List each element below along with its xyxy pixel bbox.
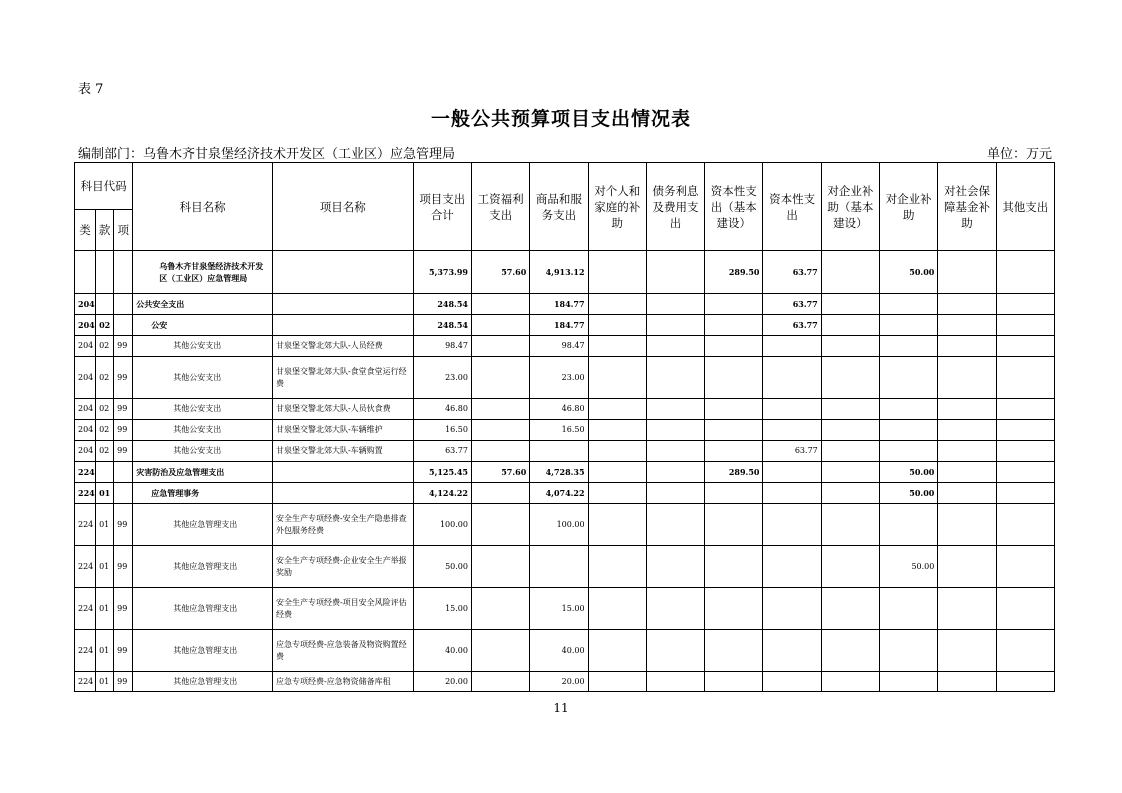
cell-subject-name: 其他应急管理支出 xyxy=(133,630,273,672)
table-row xyxy=(75,483,1055,504)
cell-enterprise-basic xyxy=(821,357,879,399)
header-enterprise-basic: 对企业补助（基本建设） xyxy=(821,163,879,251)
cell-subject-name: 其他公安支出 xyxy=(133,399,273,420)
cell-individuals xyxy=(588,672,646,692)
cell-capital xyxy=(763,462,821,483)
cell-debt xyxy=(646,462,704,483)
cell-enterprise-basic xyxy=(821,441,879,462)
cell-other xyxy=(996,504,1054,546)
cell-debt xyxy=(646,336,704,357)
cell-social-security xyxy=(938,483,996,504)
cell-xiang: 99 xyxy=(114,336,133,357)
cell-xiang: 99 xyxy=(114,420,133,441)
cell-debt xyxy=(646,546,704,588)
cell-enterprise: 50.00 xyxy=(880,462,938,483)
cell-capital-basic xyxy=(705,420,763,441)
cell-kuan xyxy=(96,462,114,483)
cell-other xyxy=(996,672,1054,692)
cell-social-security xyxy=(938,294,996,315)
cell-total: 248.54 xyxy=(413,315,471,336)
cell-capital-basic xyxy=(705,336,763,357)
cell-individuals xyxy=(588,546,646,588)
cell-subject-name: 其他应急管理支出 xyxy=(133,504,273,546)
cell-kuan: 01 xyxy=(96,672,114,692)
cell-enterprise xyxy=(880,441,938,462)
cell-capital-basic xyxy=(705,315,763,336)
cell-project-name xyxy=(272,251,413,294)
cell-other xyxy=(996,251,1054,294)
cell-enterprise xyxy=(880,294,938,315)
header-project-name: 项目名称 xyxy=(272,163,413,251)
header-kuan: 款 xyxy=(96,210,114,251)
cell-subject-name: 其他应急管理支出 xyxy=(133,672,273,692)
cell-goods: 15.00 xyxy=(530,588,588,630)
cell-individuals xyxy=(588,420,646,441)
cell-lei: 224 xyxy=(75,672,96,692)
cell-lei: 204 xyxy=(75,294,96,315)
cell-debt xyxy=(646,672,704,692)
cell-goods: 40.00 xyxy=(530,630,588,672)
cell-capital xyxy=(763,483,821,504)
cell-other xyxy=(996,315,1054,336)
cell-total: 46.80 xyxy=(413,399,471,420)
cell-social-security xyxy=(938,588,996,630)
cell-capital-basic xyxy=(705,546,763,588)
cell-capital: 63.77 xyxy=(763,251,821,294)
cell-capital-basic xyxy=(705,672,763,692)
cell-total: 98.47 xyxy=(413,336,471,357)
header-debt: 债务利息及费用支出 xyxy=(646,163,704,251)
header-goods: 商品和服务支出 xyxy=(530,163,588,251)
cell-social-security xyxy=(938,441,996,462)
cell-xiang: 99 xyxy=(114,504,133,546)
cell-kuan: 01 xyxy=(96,546,114,588)
cell-debt xyxy=(646,315,704,336)
cell-project-name: 安全生产专项经费-企业安全生产举报奖励 xyxy=(272,546,413,588)
cell-capital xyxy=(763,630,821,672)
cell-other xyxy=(996,357,1054,399)
cell-enterprise-basic xyxy=(821,315,879,336)
cell-wages xyxy=(471,588,529,630)
cell-enterprise xyxy=(880,588,938,630)
cell-enterprise xyxy=(880,357,938,399)
header-xiang: 项 xyxy=(114,210,133,251)
cell-enterprise-basic xyxy=(821,420,879,441)
cell-capital-basic xyxy=(705,588,763,630)
cell-debt xyxy=(646,630,704,672)
unit-label: 单位：万元 xyxy=(986,147,1052,162)
cell-lei: 204 xyxy=(75,399,96,420)
cell-wages xyxy=(471,630,529,672)
cell-total: 5,373.99 xyxy=(413,251,471,294)
cell-other xyxy=(996,441,1054,462)
cell-total: 20.00 xyxy=(413,672,471,692)
cell-wages xyxy=(471,504,529,546)
cell-capital-basic xyxy=(705,483,763,504)
cell-lei: 224 xyxy=(75,546,96,588)
cell-subject-name: 应急管理事务 xyxy=(133,483,273,504)
cell-xiang xyxy=(114,294,133,315)
cell-kuan: 02 xyxy=(96,420,114,441)
cell-social-security xyxy=(938,251,996,294)
cell-other xyxy=(996,483,1054,504)
cell-goods: 184.77 xyxy=(530,294,588,315)
cell-wages xyxy=(471,336,529,357)
cell-individuals xyxy=(588,504,646,546)
cell-project-name: 甘泉堡交警北郊大队-人员经费 xyxy=(272,336,413,357)
cell-enterprise xyxy=(880,420,938,441)
cell-other xyxy=(996,294,1054,315)
cell-project-name xyxy=(272,294,413,315)
table-body xyxy=(75,251,1055,692)
cell-wages xyxy=(471,546,529,588)
cell-social-security xyxy=(938,315,996,336)
table-row xyxy=(75,588,1055,630)
budget-table xyxy=(74,162,1055,692)
cell-capital xyxy=(763,357,821,399)
header-code-group: 科目代码 xyxy=(75,163,133,210)
cell-social-security xyxy=(938,357,996,399)
cell-individuals xyxy=(588,315,646,336)
department-label: 编制部门：乌鲁木齐甘泉堡经济技术开发区（工业区）应急管理局 xyxy=(78,147,456,162)
cell-subject-name: 乌鲁木齐甘泉堡经济技术开发区（工业区）应急管理局 xyxy=(133,251,273,294)
cell-kuan: 02 xyxy=(96,441,114,462)
cell-goods: 46.80 xyxy=(530,399,588,420)
cell-subject-name: 其他应急管理支出 xyxy=(133,546,273,588)
cell-other xyxy=(996,588,1054,630)
table-row xyxy=(75,630,1055,672)
table-number: 表 7 xyxy=(78,82,104,97)
cell-capital xyxy=(763,399,821,420)
header-lei: 类 xyxy=(75,210,96,251)
cell-individuals xyxy=(588,441,646,462)
table-row xyxy=(75,315,1055,336)
cell-enterprise-basic xyxy=(821,672,879,692)
cell-total: 63.77 xyxy=(413,441,471,462)
header-individuals: 对个人和家庭的补助 xyxy=(588,163,646,251)
cell-individuals xyxy=(588,251,646,294)
cell-kuan: 01 xyxy=(96,630,114,672)
cell-subject-name: 其他公安支出 xyxy=(133,441,273,462)
cell-enterprise xyxy=(880,315,938,336)
table-row xyxy=(75,462,1055,483)
header-wages: 工资福利支出 xyxy=(471,163,529,251)
cell-project-name xyxy=(272,483,413,504)
cell-debt xyxy=(646,357,704,399)
cell-total: 4,124.22 xyxy=(413,483,471,504)
cell-project-name: 甘泉堡交警北郊大队-人员伙食费 xyxy=(272,399,413,420)
cell-debt xyxy=(646,588,704,630)
cell-xiang xyxy=(114,251,133,294)
cell-total: 40.00 xyxy=(413,630,471,672)
cell-capital-basic xyxy=(705,399,763,420)
cell-lei xyxy=(75,251,96,294)
cell-total: 15.00 xyxy=(413,588,471,630)
header-total: 项目支出合计 xyxy=(413,163,471,251)
cell-kuan xyxy=(96,251,114,294)
cell-kuan: 01 xyxy=(96,588,114,630)
cell-xiang: 99 xyxy=(114,588,133,630)
cell-individuals xyxy=(588,483,646,504)
cell-total: 100.00 xyxy=(413,504,471,546)
cell-xiang xyxy=(114,483,133,504)
cell-subject-name: 其他公安支出 xyxy=(133,420,273,441)
cell-social-security xyxy=(938,336,996,357)
cell-subject-name: 公安 xyxy=(133,315,273,336)
cell-goods: 100.00 xyxy=(530,504,588,546)
cell-goods: 184.77 xyxy=(530,315,588,336)
cell-capital-basic: 289.50 xyxy=(705,251,763,294)
cell-capital-basic xyxy=(705,294,763,315)
cell-lei: 224 xyxy=(75,630,96,672)
cell-enterprise-basic xyxy=(821,251,879,294)
cell-subject-name: 其他应急管理支出 xyxy=(133,588,273,630)
cell-enterprise xyxy=(880,399,938,420)
cell-xiang: 99 xyxy=(114,630,133,672)
cell-capital: 63.77 xyxy=(763,441,821,462)
cell-xiang: 99 xyxy=(114,441,133,462)
cell-capital-basic xyxy=(705,630,763,672)
cell-individuals xyxy=(588,294,646,315)
cell-social-security xyxy=(938,399,996,420)
cell-debt xyxy=(646,399,704,420)
cell-goods: 98.47 xyxy=(530,336,588,357)
cell-enterprise-basic xyxy=(821,483,879,504)
cell-individuals xyxy=(588,630,646,672)
cell-project-name: 甘泉堡交警北郊大队-车辆购置 xyxy=(272,441,413,462)
cell-capital xyxy=(763,420,821,441)
table-row xyxy=(75,672,1055,692)
table-row xyxy=(75,504,1055,546)
cell-total: 5,125.45 xyxy=(413,462,471,483)
cell-enterprise-basic xyxy=(821,336,879,357)
cell-enterprise: 50.00 xyxy=(880,483,938,504)
cell-kuan: 02 xyxy=(96,315,114,336)
cell-wages xyxy=(471,357,529,399)
cell-lei: 224 xyxy=(75,483,96,504)
table-row xyxy=(75,546,1055,588)
cell-wages xyxy=(471,420,529,441)
table-row xyxy=(75,336,1055,357)
header-other: 其他支出 xyxy=(996,163,1054,251)
cell-enterprise: 50.00 xyxy=(880,251,938,294)
cell-capital xyxy=(763,336,821,357)
cell-wages xyxy=(471,672,529,692)
cell-lei: 224 xyxy=(75,504,96,546)
cell-capital xyxy=(763,504,821,546)
cell-enterprise-basic xyxy=(821,630,879,672)
cell-other xyxy=(996,420,1054,441)
cell-capital xyxy=(763,588,821,630)
cell-capital xyxy=(763,546,821,588)
cell-debt xyxy=(646,294,704,315)
cell-goods: 16.50 xyxy=(530,420,588,441)
cell-debt xyxy=(646,504,704,546)
cell-subject-name: 其他公安支出 xyxy=(133,357,273,399)
cell-other xyxy=(996,336,1054,357)
cell-enterprise xyxy=(880,504,938,546)
cell-social-security xyxy=(938,420,996,441)
cell-individuals xyxy=(588,399,646,420)
cell-project-name xyxy=(272,462,413,483)
cell-wages xyxy=(471,315,529,336)
table-row xyxy=(75,294,1055,315)
cell-total: 248.54 xyxy=(413,294,471,315)
cell-lei: 204 xyxy=(75,420,96,441)
cell-project-name: 安全生产专项经费-项目安全风险评估经费 xyxy=(272,588,413,630)
table-row xyxy=(75,441,1055,462)
cell-total: 16.50 xyxy=(413,420,471,441)
header-enterprise: 对企业补助 xyxy=(880,163,938,251)
cell-debt xyxy=(646,251,704,294)
cell-goods: 4,913.12 xyxy=(530,251,588,294)
cell-subject-name: 灾害防治及应急管理支出 xyxy=(133,462,273,483)
table-row xyxy=(75,251,1055,294)
cell-project-name: 应急专项经费-应急装备及物资购置经费 xyxy=(272,630,413,672)
cell-enterprise xyxy=(880,672,938,692)
cell-enterprise-basic xyxy=(821,504,879,546)
cell-enterprise-basic xyxy=(821,588,879,630)
cell-goods xyxy=(530,441,588,462)
cell-capital-basic: 289.50 xyxy=(705,462,763,483)
cell-project-name xyxy=(272,315,413,336)
cell-individuals xyxy=(588,588,646,630)
cell-kuan: 01 xyxy=(96,504,114,546)
cell-kuan: 01 xyxy=(96,483,114,504)
cell-capital-basic xyxy=(705,357,763,399)
cell-enterprise-basic xyxy=(821,399,879,420)
table-row xyxy=(75,399,1055,420)
table-row xyxy=(75,357,1055,399)
cell-kuan: 02 xyxy=(96,357,114,399)
cell-other xyxy=(996,399,1054,420)
cell-wages: 57.60 xyxy=(471,251,529,294)
cell-capital: 63.77 xyxy=(763,294,821,315)
cell-capital-basic xyxy=(705,504,763,546)
cell-lei: 224 xyxy=(75,588,96,630)
cell-kuan: 02 xyxy=(96,399,114,420)
header-social-security: 对社会保障基金补助 xyxy=(938,163,996,251)
cell-social-security xyxy=(938,462,996,483)
cell-xiang xyxy=(114,462,133,483)
cell-wages xyxy=(471,399,529,420)
cell-project-name: 应急专项经费-应急物资储备库租 xyxy=(272,672,413,692)
cell-project-name: 甘泉堡交警北郊大队-食堂食堂运行经费 xyxy=(272,357,413,399)
cell-goods xyxy=(530,546,588,588)
cell-project-name: 甘泉堡交警北郊大队-车辆维护 xyxy=(272,420,413,441)
cell-goods: 4,074.22 xyxy=(530,483,588,504)
cell-wages xyxy=(471,441,529,462)
header-capital-basic: 资本性支出（基本建设） xyxy=(705,163,763,251)
cell-individuals xyxy=(588,336,646,357)
cell-other xyxy=(996,462,1054,483)
page-title: 一般公共预算项目支出情况表 xyxy=(430,108,691,130)
cell-capital: 63.77 xyxy=(763,315,821,336)
cell-social-security xyxy=(938,630,996,672)
cell-other xyxy=(996,546,1054,588)
cell-goods: 4,728.35 xyxy=(530,462,588,483)
cell-xiang: 99 xyxy=(114,357,133,399)
cell-xiang: 99 xyxy=(114,672,133,692)
cell-capital-basic xyxy=(705,441,763,462)
table-row xyxy=(75,420,1055,441)
cell-enterprise-basic xyxy=(821,462,879,483)
cell-social-security xyxy=(938,504,996,546)
cell-wages xyxy=(471,483,529,504)
cell-goods: 23.00 xyxy=(530,357,588,399)
cell-enterprise xyxy=(880,630,938,672)
cell-debt xyxy=(646,483,704,504)
cell-goods: 20.00 xyxy=(530,672,588,692)
cell-individuals xyxy=(588,357,646,399)
cell-enterprise-basic xyxy=(821,546,879,588)
cell-debt xyxy=(646,441,704,462)
cell-xiang: 99 xyxy=(114,399,133,420)
cell-lei: 204 xyxy=(75,357,96,399)
cell-total: 23.00 xyxy=(413,357,471,399)
cell-lei: 204 xyxy=(75,315,96,336)
cell-kuan xyxy=(96,294,114,315)
cell-lei: 224 xyxy=(75,462,96,483)
cell-lei: 204 xyxy=(75,336,96,357)
cell-xiang xyxy=(114,315,133,336)
cell-kuan: 02 xyxy=(96,336,114,357)
cell-social-security xyxy=(938,546,996,588)
cell-other xyxy=(996,630,1054,672)
cell-subject-name: 公共安全支出 xyxy=(133,294,273,315)
page-number: 11 xyxy=(553,701,569,715)
cell-debt xyxy=(646,420,704,441)
cell-capital xyxy=(763,672,821,692)
header-subject-name: 科目名称 xyxy=(133,163,273,251)
cell-individuals xyxy=(588,462,646,483)
cell-xiang: 99 xyxy=(114,546,133,588)
cell-wages: 57.60 xyxy=(471,462,529,483)
header-capital: 资本性支出 xyxy=(763,163,821,251)
cell-subject-name: 其他公安支出 xyxy=(133,336,273,357)
cell-wages xyxy=(471,294,529,315)
cell-enterprise-basic xyxy=(821,294,879,315)
cell-total: 50.00 xyxy=(413,546,471,588)
cell-project-name: 安全生产专项经费-安全生产隐患排查外包服务经费 xyxy=(272,504,413,546)
cell-enterprise xyxy=(880,336,938,357)
cell-lei: 204 xyxy=(75,441,96,462)
cell-social-security xyxy=(938,672,996,692)
cell-enterprise: 50.00 xyxy=(880,546,938,588)
